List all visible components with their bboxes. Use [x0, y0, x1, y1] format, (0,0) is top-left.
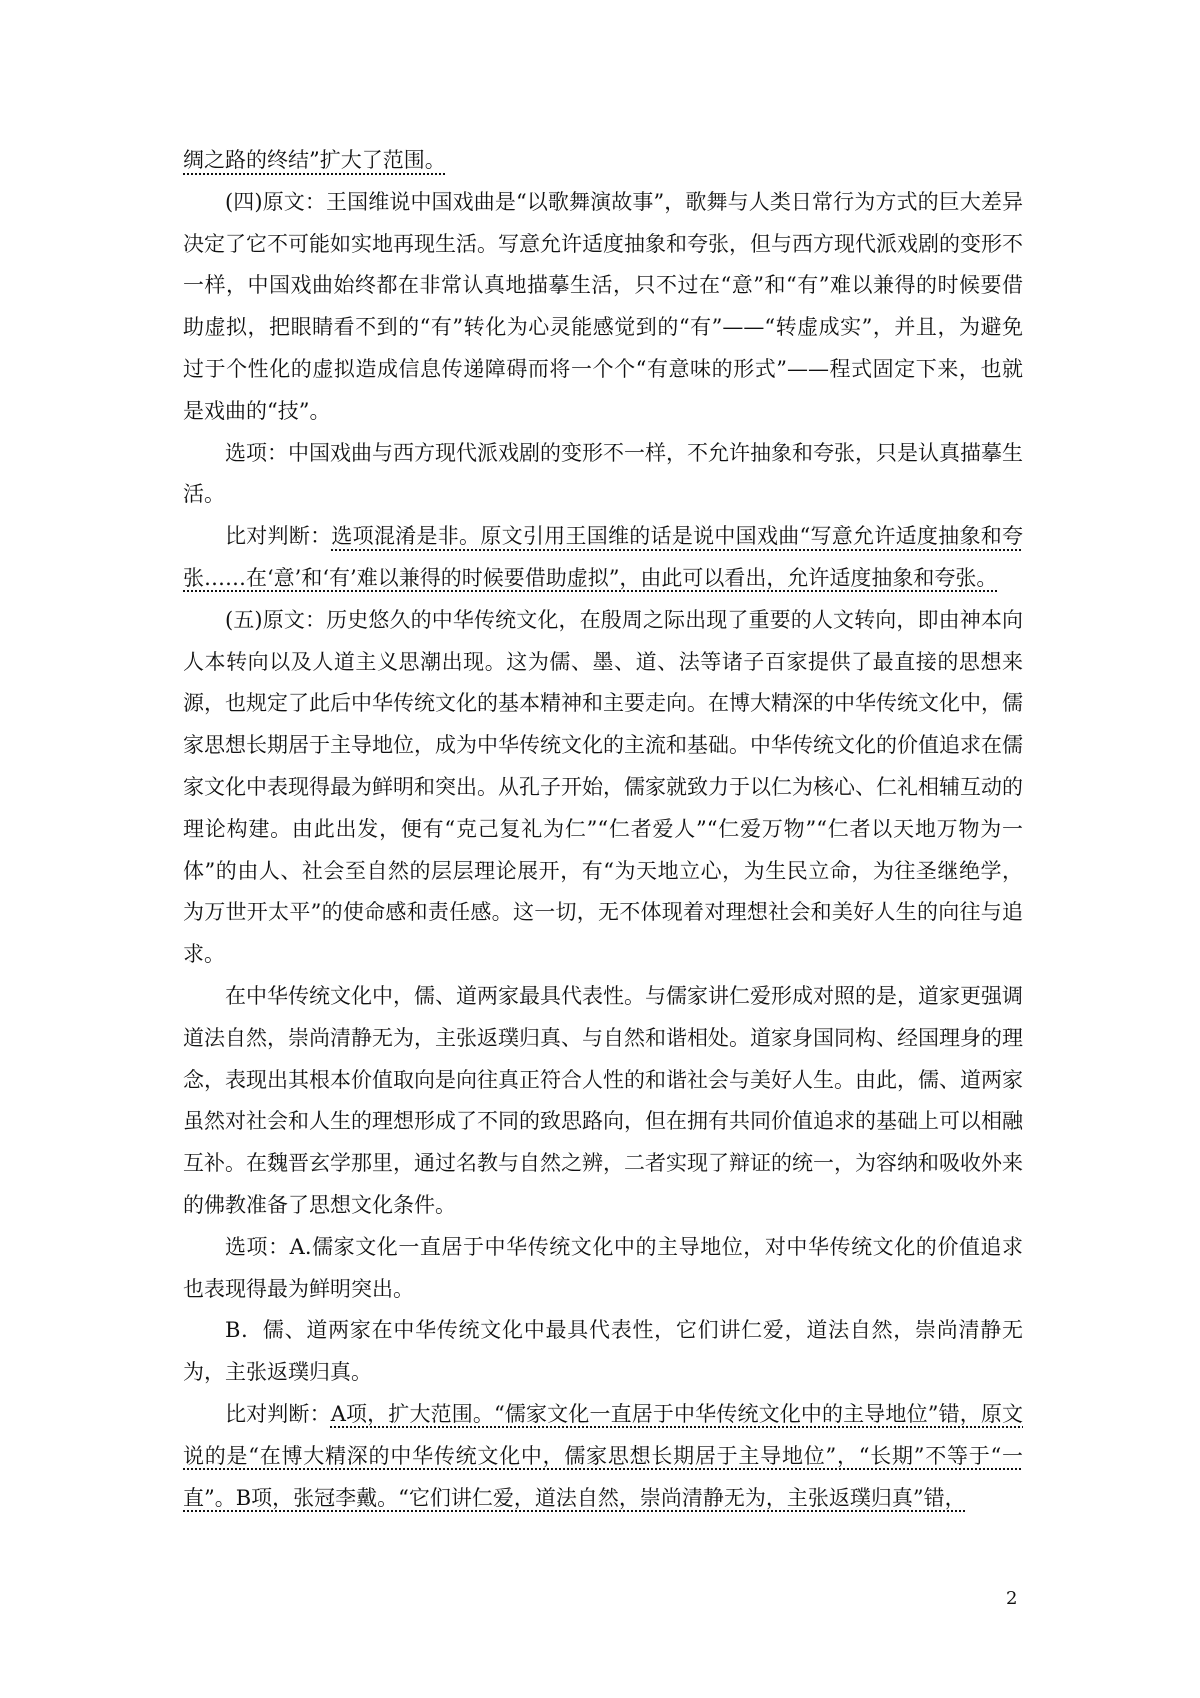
text-segment: 在中华传统文化中，儒、道两家最具代表性。与儒家讲仁爱形成对照的是，道家更强调道法自然，崇尚清静无为，主张返璞归真、与自然和谐相处。道家身国同构、经国理身的理念，表现出其根本价值取向是向往真正符合人性的和谐社会与美好人生。由此，儒、道两家虽然对社会和人生的理想形成了不同的致思路向，但在拥有共同价值追求的基础上可以相融互补。在魏晋玄学那里，通过名教与自然之辨，二者实现了辩证的统一，为容纳和吸收外来的佛教准备了思想文化条件。	[183, 983, 1023, 1217]
text-segment: 选项：A.儒家文化一直居于中华传统文化中的主导地位，对中华传统文化的价值追求也表现得最为鲜明突出。	[183, 1234, 1023, 1301]
paragraph	[183, 182, 1023, 433]
dotted-underline-text: 绸之路的终结”扩大了范围。	[183, 148, 446, 172]
text-segment: (四)原文：王国维说中国戏曲是“以歌舞演故事”，歌舞与人类日常行为方式的巨大差异决定了它不可能如实地再现生活。写意允许适度抽象和夸张，但与西方现代派戏剧的变形不一样，中国戏曲始终都在非常认真地描摹生活，只不过在“意”和“有”难以兼得的时候要借助虚拟，把眼睛看不到的“有”转化为心灵能感觉到的“有”——“转虚成实”，并且，为避免过于个性化的虚拟造成信息传递障碍而将一个个“有意味的形式”——程式固定下来，也就是戏曲的“技”。	[183, 189, 1023, 423]
paragraph	[183, 600, 1023, 976]
paragraph	[183, 1227, 1023, 1311]
text-segment: 比对判断：	[225, 524, 332, 549]
paragraph	[183, 433, 1023, 517]
text-segment: (五)原文：历史悠久的中华传统文化，在殷周之际出现了重要的人文转向，即由神本向人本转向以及人道主义思潮出现。这为儒、墨、道、法等诸子百家提供了最直接的思想来源，也规定了此后中华传统文化的基本精神和主要走向。在博大精深的中华传统文化中，儒家思想长期居于主导地位，成为中华传统文化的主流和基础。中华传统文化的价值追求在儒家文化中表现得最为鲜明和突出。从孔子开始，儒家就致力于以仁为核心、仁礼相辅互动的理论构建。由此出发，便有“克己复礼为仁”“仁者爱人”“仁爱万物”“仁者以天地万物为一体”的由人、社会至自然的层层理论展开，有“为天地立心，为生民立命，为往圣继绝学，为万世开太平”的使命感和责任感。这一切，无不体现着对理想社会和美好人生的向往与追求。	[183, 607, 1023, 967]
paragraph	[183, 1310, 1023, 1394]
paragraph	[183, 1394, 1023, 1519]
text-segment: 选项：中国戏曲与西方现代派戏剧的变形不一样，不允许抽象和夸张，只是认真描摹生活。	[183, 440, 1023, 507]
paragraph	[183, 140, 1023, 182]
page-number: 2	[1006, 1588, 1018, 1609]
text-segment: B．儒、道两家在中华传统文化中最具代表性，它们讲仁爱，道法自然，崇尚清静无为，主张返璞归真。	[183, 1318, 1023, 1385]
document-body	[183, 140, 1023, 1519]
text-segment: 比对判断：	[225, 1401, 331, 1426]
dotted-underline-text: 选项混淆是非。原文引用王国维的话是说中国戏曲“写意允许适度抽象和夸张……在‘意’和‘有’难以兼得的时候要借助虚拟”，由此可以看出，允许适度抽象和夸张。	[183, 524, 1024, 590]
paragraph	[183, 516, 1023, 600]
paragraph	[183, 976, 1023, 1227]
dotted-underline-text: A项，扩大范围。“儒家文化一直居于中华传统文化中的主导地位”错，原文说的是“在博大精深的中华传统文化中，儒家思想长期居于主导地位”，“长期”不等于“一直”。B项，张冠李戴。“它们讲仁爱，道法自然，崇尚清静无为，主张返璞归真”错，	[183, 1401, 1024, 1510]
